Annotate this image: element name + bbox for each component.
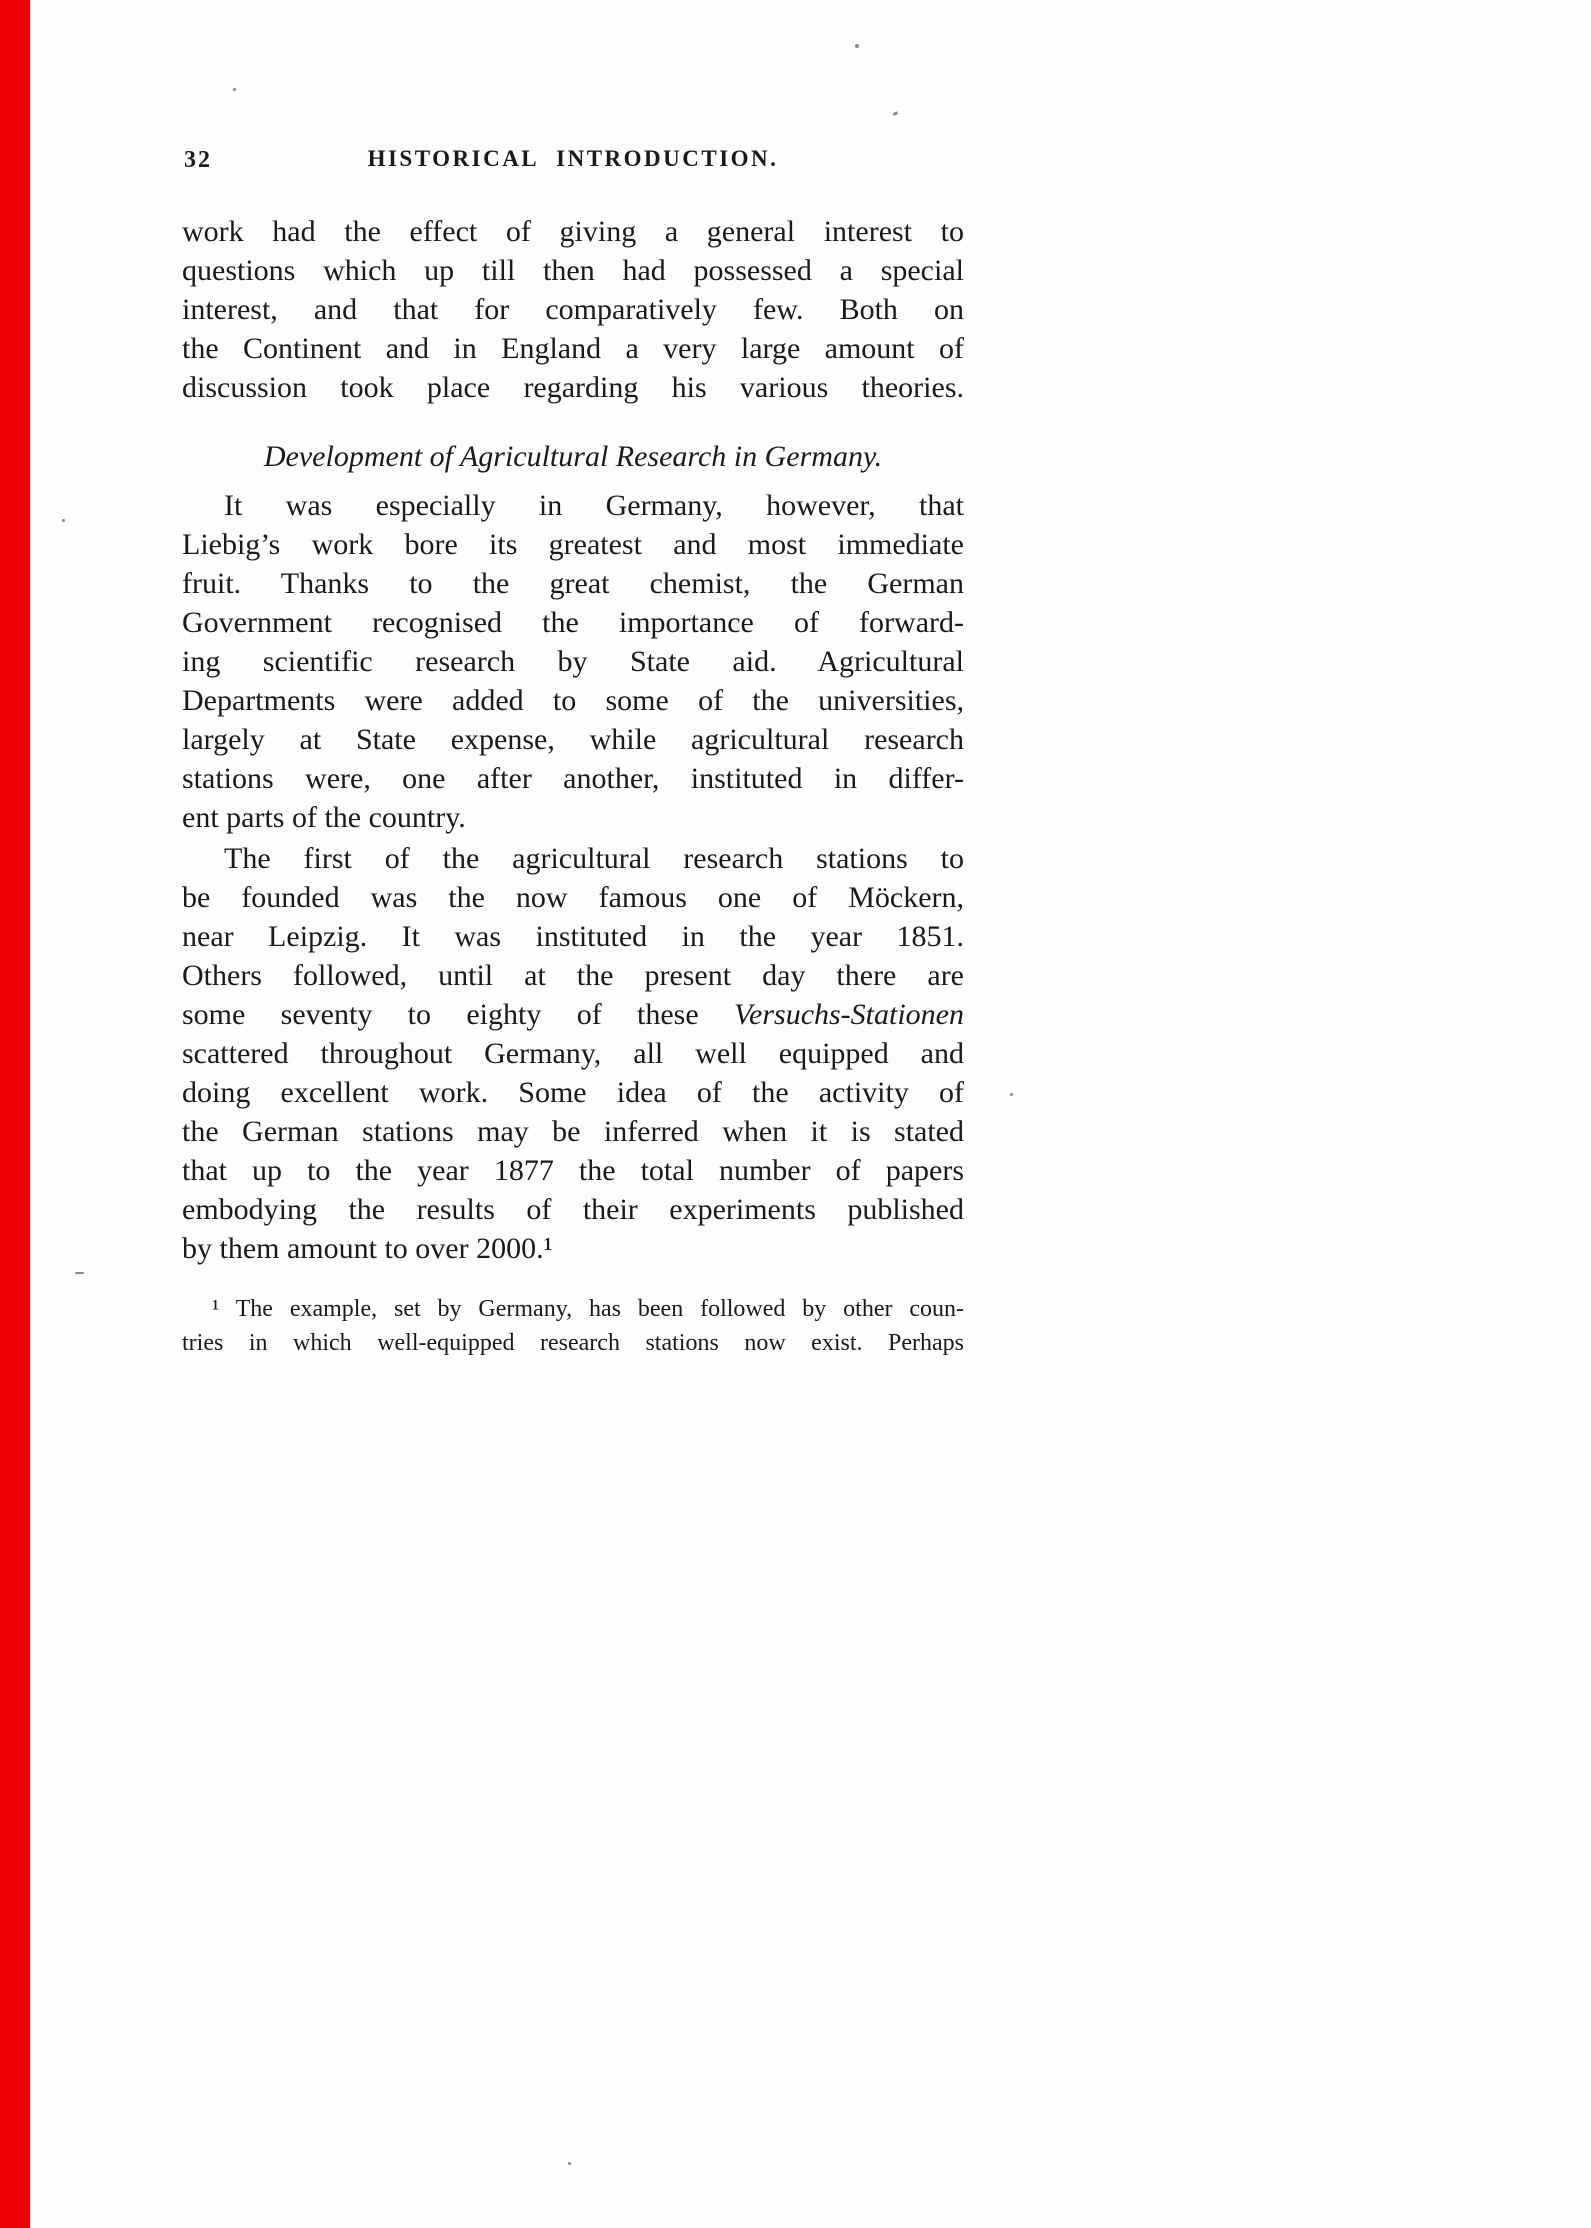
scan-speck xyxy=(233,88,236,91)
text-line: tries in which well-equipped research stations now exist. Perhaps xyxy=(182,1330,964,1356)
scan-speck xyxy=(75,1272,84,1274)
text-line: The first of the agricultural research stations to xyxy=(224,842,964,875)
text-line: fruit. Thanks to the great chemist, the German xyxy=(182,567,964,600)
scan-speck xyxy=(568,2162,571,2165)
red-edge-stripe xyxy=(0,0,30,2228)
text-line: Departments were added to some of the universities, xyxy=(182,684,964,717)
italic-text-segment: Versuchs-Stationen xyxy=(734,998,964,1031)
text-line: ¹ The example, set by Germany, has been followed by other coun- xyxy=(212,1296,964,1322)
scan-speck xyxy=(62,519,65,522)
text-line: Others followed, until at the present day there are xyxy=(182,959,964,992)
running-title: HISTORICAL INTRODUCTION. xyxy=(367,146,779,171)
paragraph xyxy=(182,839,964,1268)
text-line: scattered throughout Germany, all well equipped and xyxy=(182,1037,964,1070)
scan-speck xyxy=(855,44,859,48)
text-segment: some seventy to eighty of these xyxy=(182,998,735,1031)
text-column xyxy=(182,146,964,1360)
text-line: by them amount to over 2000.¹ xyxy=(182,1232,553,1265)
text-line: Government recognised the importance of forward- xyxy=(182,606,964,639)
footnote xyxy=(182,1292,964,1360)
page-header xyxy=(182,146,964,176)
text-line: doing excellent work. Some idea of the activity of xyxy=(182,1076,964,1109)
text-line: stations were, one after another, instituted in differ- xyxy=(182,762,964,795)
scan-speck xyxy=(893,111,899,116)
text-line: It was especially in Germany, however, that xyxy=(224,489,964,522)
page-number: 32 xyxy=(184,147,212,173)
paragraph xyxy=(182,212,964,407)
text-line: near Leipzig. It was instituted in the year 1851. xyxy=(182,920,964,953)
scan-speck xyxy=(1010,1093,1013,1096)
text-line: questions which up till then had possessed a special xyxy=(182,254,964,287)
paragraph xyxy=(182,486,964,837)
text-line: Liebig’s work bore its greatest and most immediate xyxy=(182,528,964,561)
text-line xyxy=(182,995,964,1034)
text-line: largely at State expense, while agricultural research xyxy=(182,723,964,756)
text-line: interest, and that for comparatively few. Both on xyxy=(182,293,964,326)
text-line: embodying the results of their experiments published xyxy=(182,1193,964,1226)
text-line: ing scientific research by State aid. Agricultural xyxy=(182,645,964,678)
text-line: work had the effect of giving a general interest to xyxy=(182,215,964,248)
text-line: be founded was the now famous one of Möckern, xyxy=(182,881,964,914)
text-line: that up to the year 1877 the total number of papers xyxy=(182,1154,964,1187)
text-line: discussion took place regarding his various theories. xyxy=(182,371,964,404)
text-line: the German stations may be inferred when it is stated xyxy=(182,1115,964,1148)
section-heading: Development of Agricultural Research in Germany. xyxy=(263,440,883,473)
text-line: ent parts of the country. xyxy=(182,801,466,834)
text-line: the Continent and in England a very large amount of xyxy=(182,332,964,365)
